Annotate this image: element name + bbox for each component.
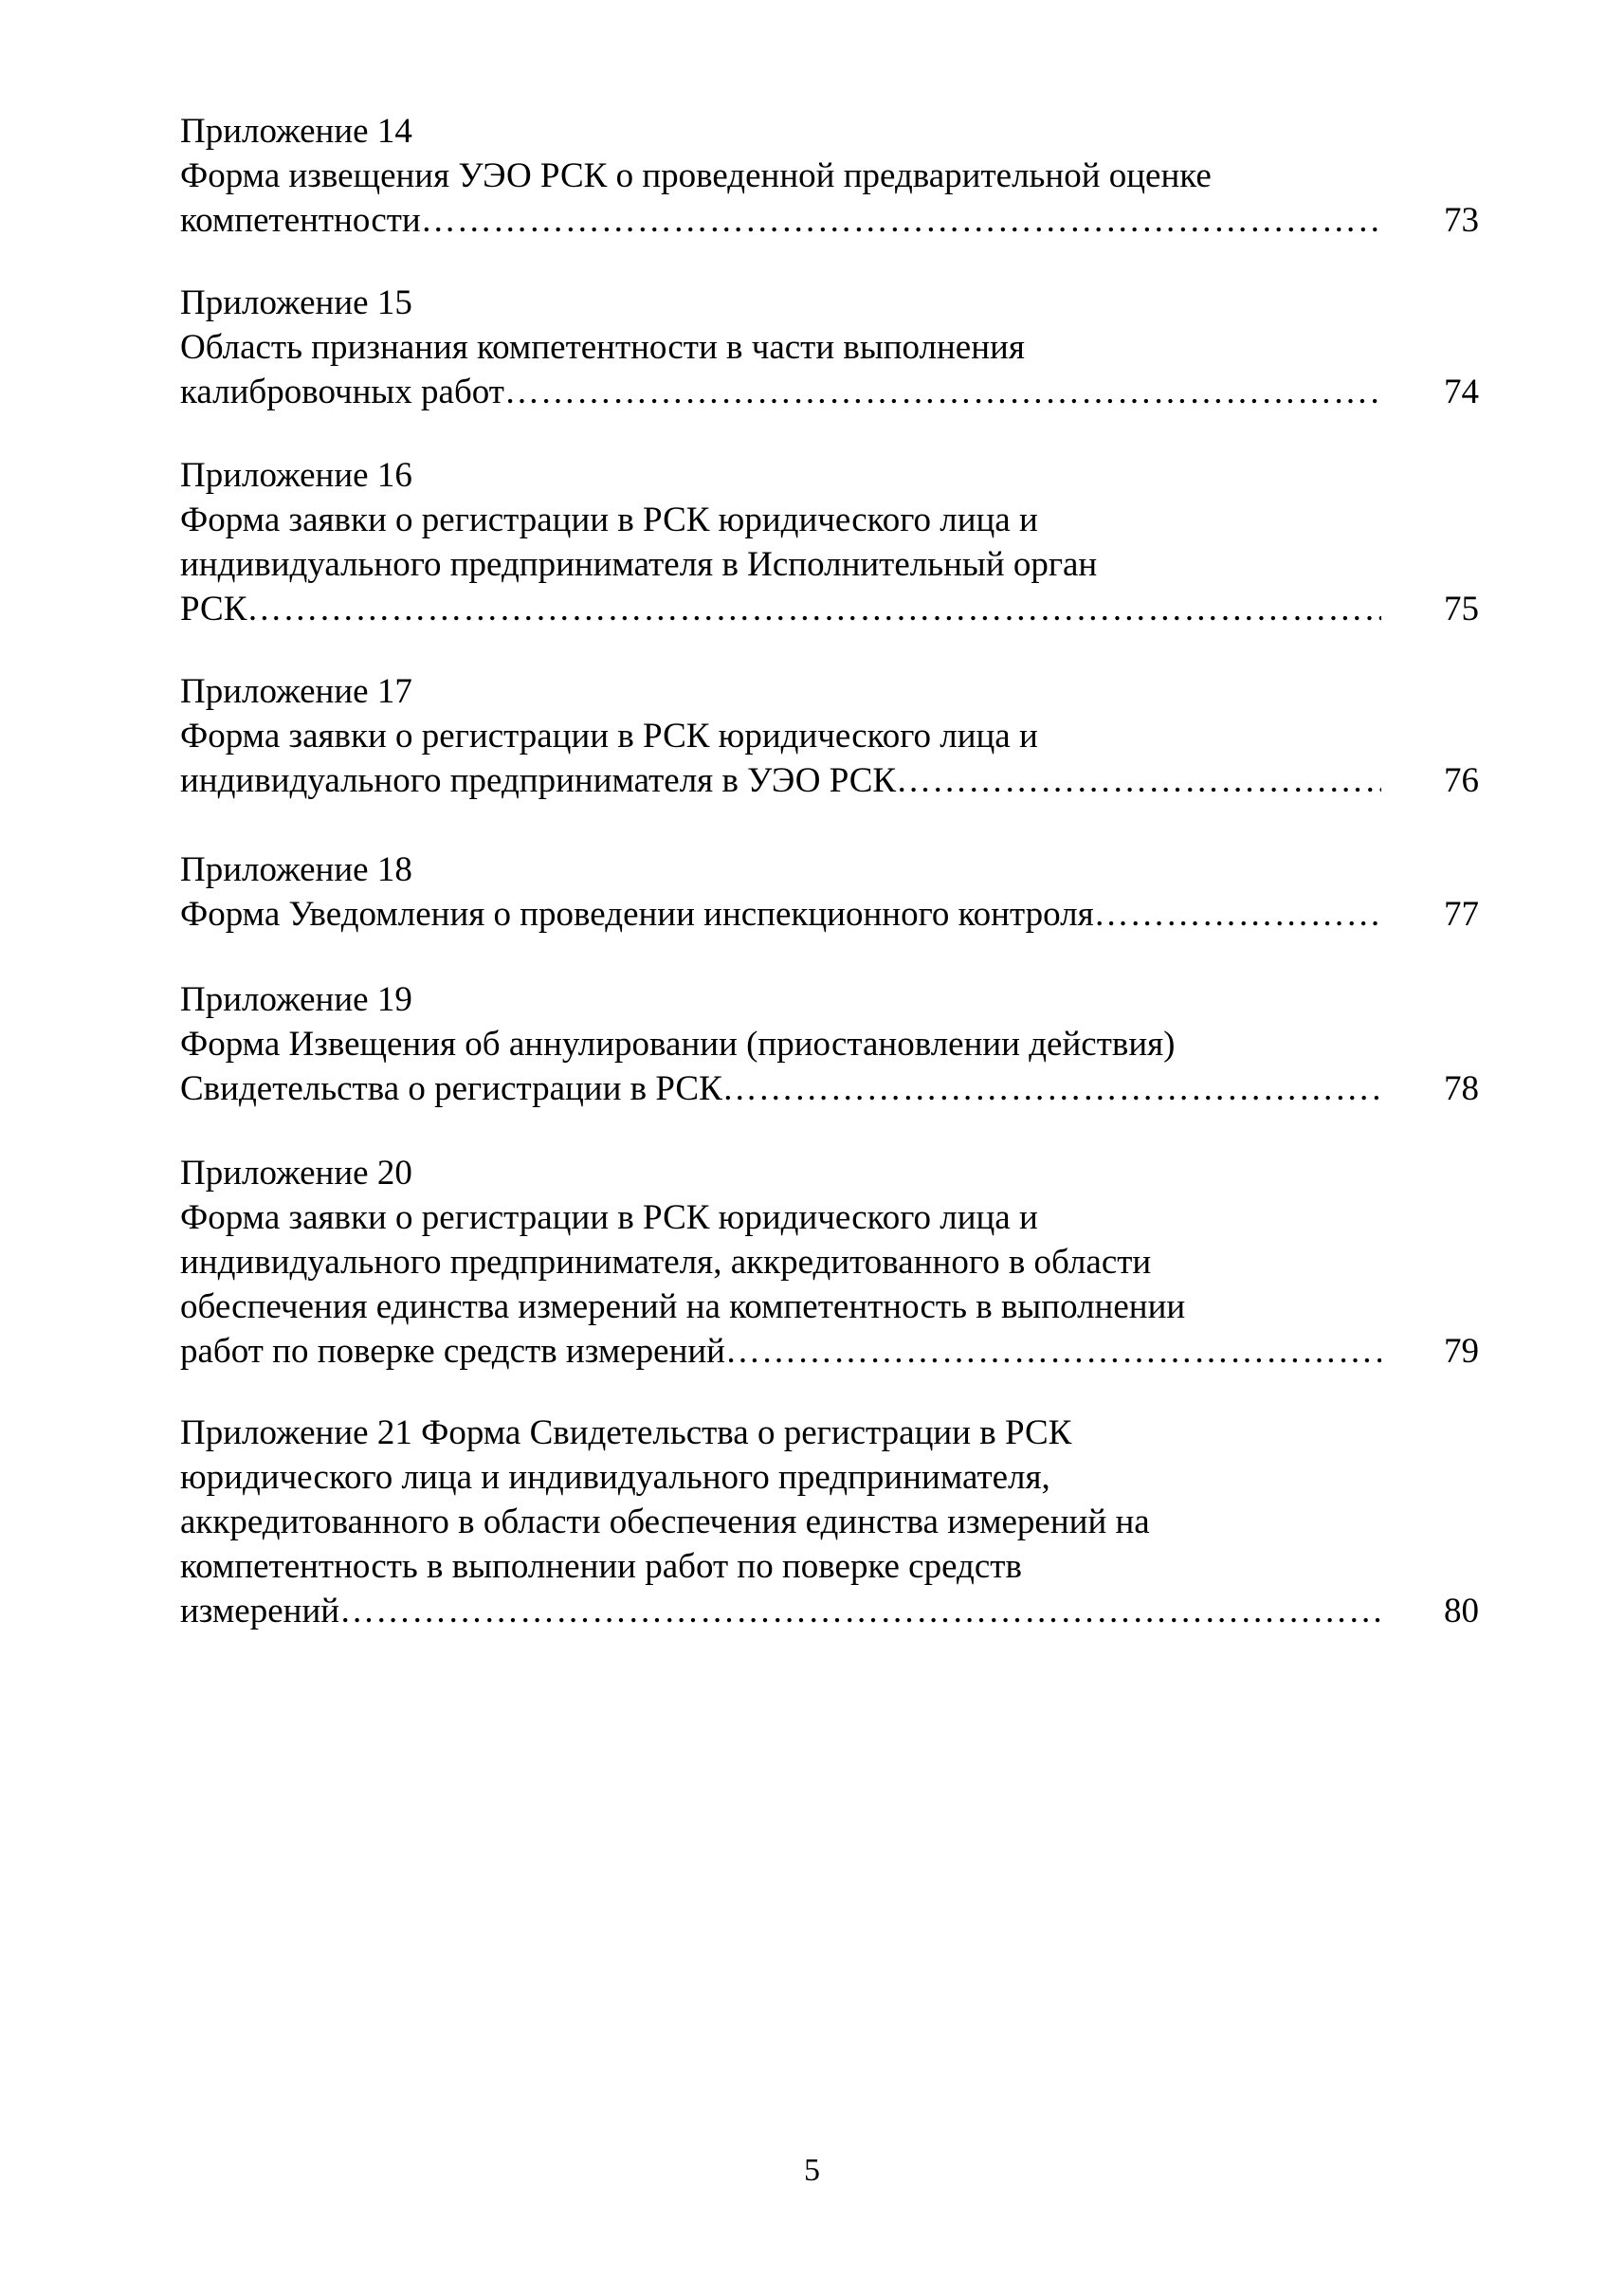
toc-entry-appendix-14 (180, 109, 1479, 243)
dot-leader (722, 1066, 1381, 1111)
toc-line: индивидуального предпринимателя, аккредитованного в области (180, 1243, 1152, 1282)
dot-leader (1094, 892, 1381, 937)
toc-line: Приложение 18 (180, 850, 412, 889)
toc-line: Приложение 17 (180, 672, 412, 711)
toc-line: юридического лица и индивидуального предпринимателя, (180, 1458, 1050, 1497)
toc-page-number: 79 (1444, 1332, 1479, 1371)
toc-line: Форма извещения УЭО РСК о проведенной предварительной оценке (180, 156, 1212, 195)
toc-leader-line (180, 198, 1479, 243)
toc-line: Приложение 15 (180, 283, 412, 322)
toc-leader-line (180, 587, 1479, 631)
toc-line: компетентность в выполнении работ по поверке средств (180, 1547, 1022, 1586)
toc-line: Форма заявки о регистрации в РСК юридического лица и (180, 501, 1038, 539)
toc-line: Приложение 20 (180, 1154, 412, 1193)
toc-leader-line (180, 1066, 1479, 1111)
toc-entry-appendix-15 (180, 281, 1479, 414)
toc-line: Приложение 16 (180, 456, 412, 495)
toc-line: обеспечения единства измерений на компетентность в выполнении (180, 1287, 1186, 1326)
toc-entry-title-end: измерений (180, 1592, 340, 1630)
toc-entry-title-end: индивидуального предпринимателя в УЭО РСК (180, 761, 897, 800)
toc-entry-title-end: Свидетельства о регистрации в РСК (180, 1069, 722, 1108)
toc-entry-appendix-17 (180, 669, 1479, 803)
toc-entry-appendix-21 (180, 1411, 1479, 1633)
toc-line: Форма заявки о регистрации в РСК юридического лица и (180, 1198, 1038, 1237)
toc-leader-line (180, 1589, 1479, 1633)
dot-leader (896, 758, 1381, 803)
toc-page-number: 78 (1444, 1069, 1479, 1108)
toc-leader-line (180, 892, 1479, 937)
dot-leader (504, 370, 1381, 414)
toc-leader-line (180, 370, 1479, 414)
dot-leader (725, 1329, 1381, 1374)
toc-entry-title-end: работ по поверке средств измерений (180, 1332, 725, 1371)
toc-line: Форма заявки о регистрации в РСК юридического лица и (180, 717, 1038, 756)
toc-line: Приложение 14 (180, 112, 412, 151)
toc-line: Область признания компетентности в части выполнения (180, 328, 1025, 367)
toc-line: аккредитованного в области обеспечения единства измерений на (180, 1503, 1150, 1541)
toc-entry-appendix-20 (180, 1151, 1479, 1374)
toc-line: Форма Извещения об аннулировании (приостановлении действия) (180, 1025, 1176, 1064)
dot-leader (246, 587, 1381, 631)
toc-line: индивидуального предпринимателя в Исполнительный орган (180, 545, 1098, 584)
toc-leader-line (180, 1329, 1479, 1374)
toc-entry-appendix-16 (180, 453, 1479, 631)
dot-leader (339, 1589, 1381, 1633)
toc-page-number: 73 (1444, 201, 1479, 240)
toc-line: Приложение 21 Форма Свидетельства о регистрации в РСК (180, 1413, 1072, 1452)
page-number: 5 (804, 2153, 820, 2188)
toc-entry-title-end: калибровочных работ (180, 373, 504, 411)
toc-entry-appendix-18 (180, 847, 1479, 937)
toc-page-number: 75 (1444, 590, 1479, 628)
toc-entry-title-end: компетентности (180, 201, 421, 240)
toc-entry-title-end: РСК (180, 590, 247, 628)
toc-leader-line (180, 758, 1479, 803)
toc-page-number: 77 (1444, 895, 1479, 934)
toc-page-number: 80 (1444, 1592, 1479, 1630)
toc-line: Приложение 19 (180, 980, 412, 1019)
toc-page-number: 74 (1444, 373, 1479, 411)
toc-entry-appendix-19 (180, 977, 1479, 1111)
toc-entry-title-end: Форма Уведомления о проведении инспекционного контроля (180, 895, 1094, 934)
dot-leader (421, 198, 1381, 243)
toc-page-number: 76 (1444, 761, 1479, 800)
